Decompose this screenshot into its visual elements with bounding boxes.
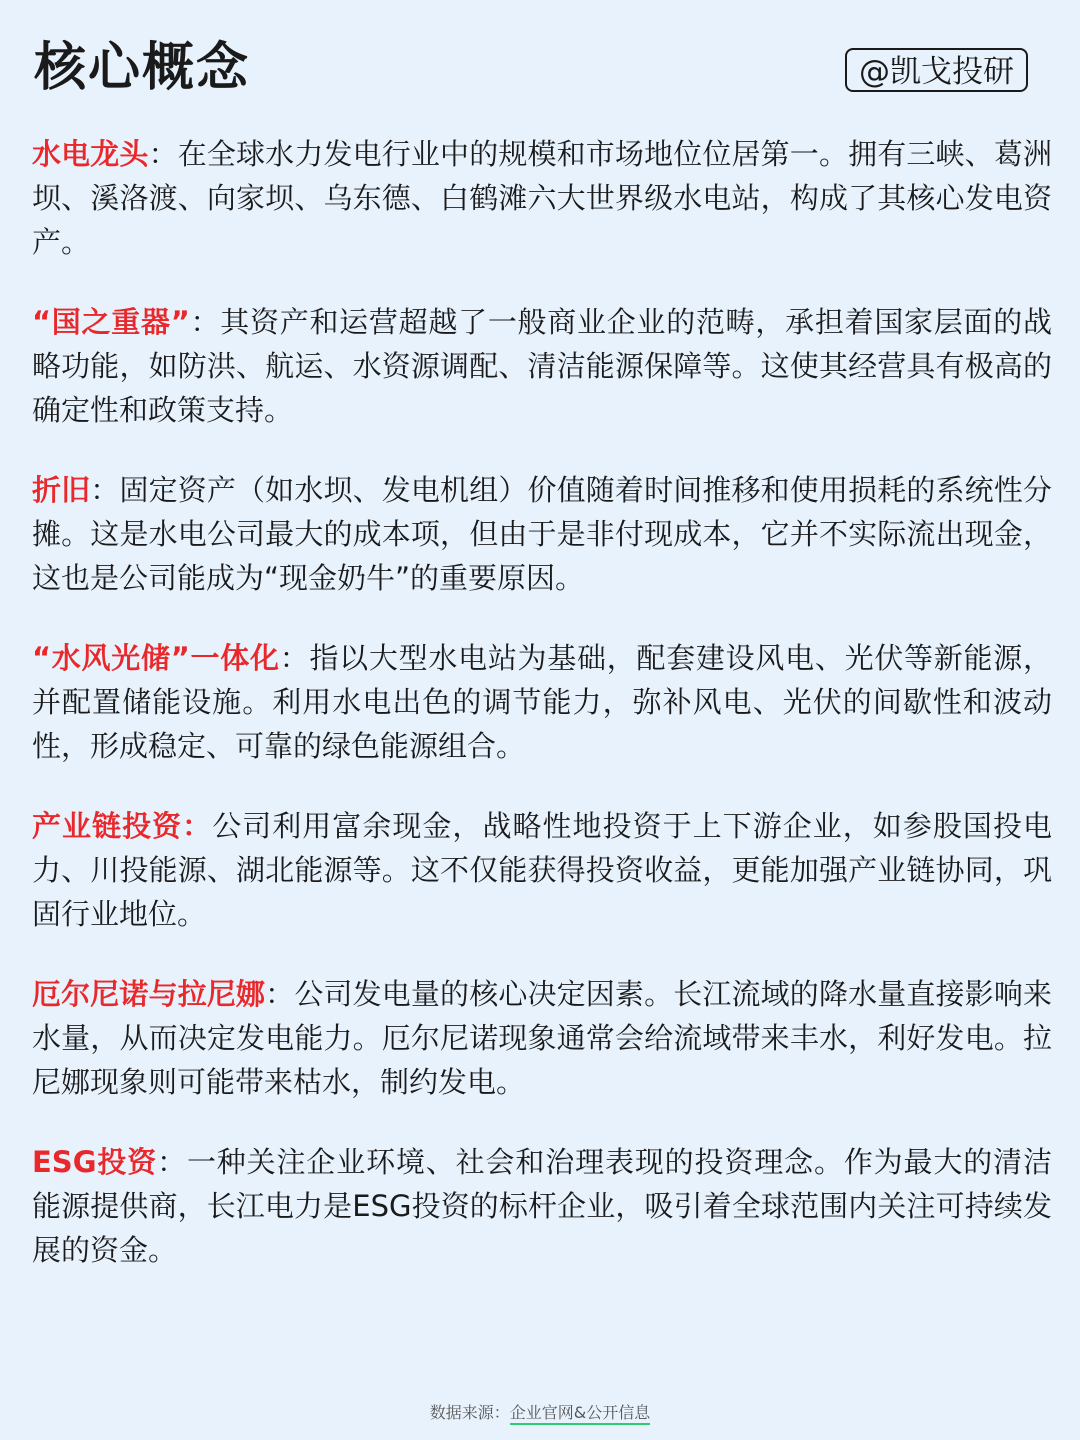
concept-term: 产业链投资： <box>32 809 213 843</box>
concept-separator: ： <box>90 473 120 507</box>
data-source-footer <box>0 1401 1080 1425</box>
concept-national-asset <box>32 300 1052 432</box>
concept-term: 水电龙头 <box>32 137 149 171</box>
concept-hydropower-leader <box>32 132 1052 264</box>
concept-separator: ： <box>157 1145 187 1179</box>
concept-text: 公司利用富余现金，战略性地投资于上下游企业，如参股国投电力、川投能源、湖北能源等。这不仅能获得投资收益，更能加强产业链协同，巩固行业地位。 <box>32 809 1052 931</box>
concept-separator: ： <box>148 137 178 171</box>
concept-term: 厄尔尼诺与拉尼娜 <box>32 977 266 1011</box>
concept-separator: ： <box>279 641 310 675</box>
concept-text: 固定资产（如水坝、发电机组）价值随着时间推移和使用损耗的系统性分摊。这是水电公司最大的成本项，但由于是非付现成本，它并不实际流出现金，这也是公司能成为“现金奶牛”的重要原因。 <box>32 473 1052 595</box>
concept-separator: ： <box>265 977 295 1011</box>
concept-text: 一种关注企业环境、社会和治理表现的投资理念。作为最大的清洁能源提供商，长江电力是ESG投资的标杆企业，吸引着全球范围内关注可持续发展的资金。 <box>32 1145 1052 1267</box>
concept-term: “国之重器” <box>32 305 190 339</box>
concept-term: “水风光储”一体化 <box>32 641 280 675</box>
concept-text: 公司发电量的核心决定因素。长江流域的降水量直接影响来水量，从而决定发电能力。厄尔尼诺现象通常会给流域带来丰水，利好发电。拉尼娜现象则可能带来枯水，制约发电。 <box>32 977 1052 1099</box>
concept-separator: ： <box>189 305 221 339</box>
concept-depreciation <box>32 468 1052 600</box>
concept-text: 指以大型水电站为基础，配套建设风电、光伏等新能源，并配置储能设施。利用水电出色的调节能力，弥补风电、光伏的间歇性和波动性，形成稳定、可靠的绿色能源组合。 <box>32 641 1052 763</box>
concept-esg <box>32 1140 1052 1272</box>
author-badge: @凯戈投研 <box>845 48 1028 92</box>
concept-term: 折旧 <box>32 473 91 507</box>
data-source-label: 数据来源： <box>429 1403 510 1422</box>
concept-term: ESG投资 <box>32 1145 158 1179</box>
page-title: 核心概念 <box>34 38 251 98</box>
concept-industry-chain-investment <box>32 804 1052 936</box>
concept-integration <box>32 636 1052 768</box>
concept-text: 其资产和运营超越了一般商业企业的范畴，承担着国家层面的战略功能，如防洪、航运、水资源调配、清洁能源保障等。这使其经营具有极高的确定性和政策支持。 <box>32 305 1052 427</box>
data-source-value: 企业官网&公开信息 <box>510 1403 650 1425</box>
concept-text: 在全球水力发电行业中的规模和市场地位位居第一。拥有三峡、葛洲坝、溪洛渡、向家坝、乌东德、白鹤滩六大世界级水电站，构成了其核心发电资产。 <box>32 137 1052 259</box>
concept-el-nino-la-nina <box>32 972 1052 1104</box>
concept-list <box>32 132 1052 1308</box>
